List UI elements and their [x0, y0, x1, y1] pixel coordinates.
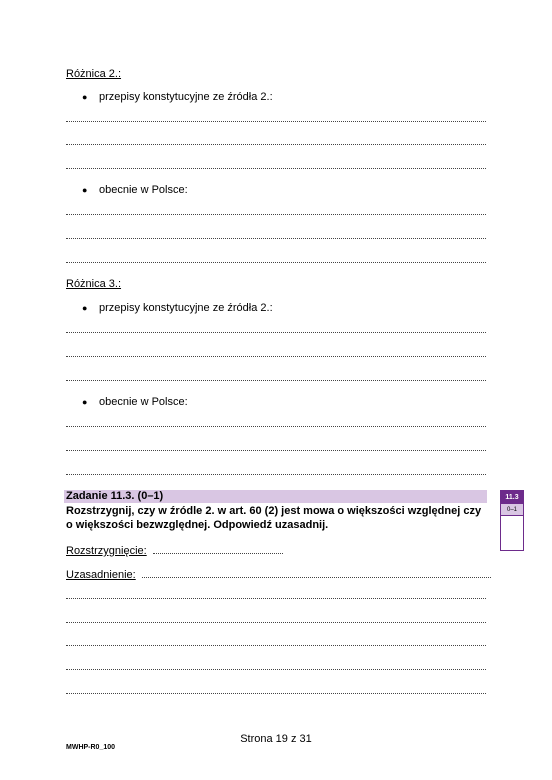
difference-3-bullet-constitution — [82, 302, 273, 314]
page-number: Strona 19 z 31 — [240, 733, 312, 745]
answer-line[interactable] — [66, 380, 486, 381]
bullet-icon: ● — [82, 303, 88, 313]
answer-line[interactable] — [66, 474, 486, 475]
answer-line[interactable] — [66, 645, 486, 646]
answer-line[interactable] — [66, 262, 486, 263]
bullet-label: przepisy konstytucyjne ze źródła 2.: — [99, 302, 273, 314]
task-instruction-line: o większości bezwzględnej. Odpowiedź uzasadnij. — [66, 519, 329, 531]
justification-row — [66, 569, 491, 581]
answer-line[interactable] — [66, 450, 486, 451]
answer-line[interactable] — [66, 693, 486, 694]
bullet-icon: ● — [82, 185, 88, 195]
answer-line[interactable] — [66, 332, 486, 333]
answer-line[interactable] — [66, 669, 486, 670]
decision-row — [66, 545, 283, 557]
justification-label: Uzasadnienie: — [66, 569, 136, 581]
answer-line[interactable] — [66, 356, 486, 357]
difference-2-bullet-constitution — [82, 91, 273, 103]
answer-line[interactable] — [66, 214, 486, 215]
answer-line[interactable] — [66, 238, 486, 239]
bullet-label: przepisy konstytucyjne ze źródła 2.: — [99, 91, 273, 103]
answer-line[interactable] — [66, 144, 486, 145]
task-instructions — [66, 504, 491, 532]
task-title: Zadanie 11.3. (0–1) — [66, 490, 164, 502]
answer-line[interactable] — [66, 121, 486, 122]
score-entry-cell[interactable] — [501, 516, 523, 550]
decision-label: Rozstrzygnięcie: — [66, 545, 147, 557]
bullet-icon: ● — [82, 92, 88, 102]
answer-line[interactable] — [66, 168, 486, 169]
difference-3-heading: Różnica 3.: — [66, 278, 122, 290]
score-task-number: 11.3 — [501, 491, 523, 504]
decision-answer-line[interactable] — [153, 553, 283, 554]
justification-answer-line[interactable] — [142, 577, 491, 578]
answer-line[interactable] — [66, 622, 486, 623]
difference-2-bullet-poland — [82, 184, 188, 196]
score-box — [500, 490, 524, 551]
bullet-label: obecnie w Polsce: — [99, 184, 188, 196]
bullet-icon: ● — [82, 397, 88, 407]
task-instruction-line: Rozstrzygnij, czy w źródle 2. w art. 60 (2) jest mowa o większości względnej czy — [66, 505, 482, 517]
exam-code: MWHP-R0_100 — [66, 744, 116, 751]
answer-line[interactable] — [66, 598, 486, 599]
bullet-label: obecnie w Polsce: — [99, 396, 188, 408]
score-range: 0–1 — [501, 504, 523, 516]
answer-line[interactable] — [66, 426, 486, 427]
difference-2-heading: Różnica 2.: — [66, 68, 122, 80]
difference-3-bullet-poland — [82, 396, 188, 408]
